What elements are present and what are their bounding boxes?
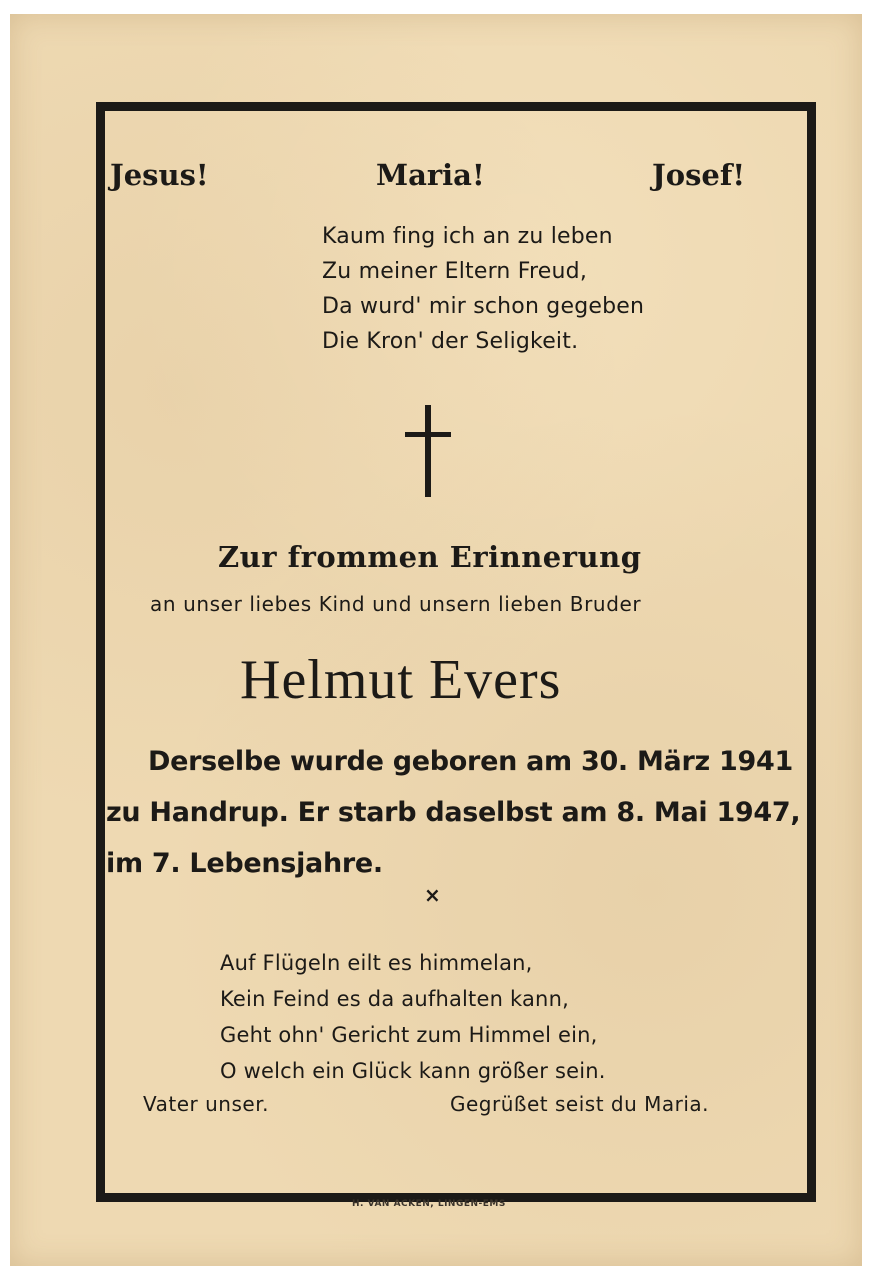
- deceased-name: Helmut Evers: [240, 649, 562, 711]
- cross-icon: [405, 405, 451, 497]
- prayer-hail-mary: Gegrüßet seist du Maria.: [450, 1092, 710, 1116]
- memorial-title: Zur frommen Erinnerung: [218, 540, 642, 574]
- verse-top-line: Da wurd' mir schon gegeben: [322, 294, 645, 319]
- verse-top-line: Kaum fing ich an zu leben: [322, 224, 613, 249]
- heading-jesus: Jesus!: [110, 158, 209, 192]
- biography: [106, 736, 800, 889]
- heading-maria: Maria!: [376, 158, 485, 192]
- verse-bottom: [220, 945, 606, 1089]
- separator-mark: ×: [424, 883, 441, 907]
- verse-top-line: Die Kron' der Seligkeit.: [322, 329, 579, 354]
- biography-line: zu Handrup. Er starb daselbst am 8. Mai 1947,: [106, 797, 801, 828]
- verse-bottom-line: O welch ein Glück kann größer sein.: [220, 1059, 606, 1083]
- cross-vertical-bar: [425, 405, 431, 497]
- prayer-our-father: Vater unser.: [143, 1092, 269, 1116]
- biography-line: im 7. Lebensjahre.: [106, 848, 383, 879]
- verse-bottom-line: Auf Flügeln eilt es himmelan,: [220, 951, 533, 975]
- verse-top: [322, 219, 644, 359]
- printer-imprint: H. VAN ACKEN, LINGEN-EMS: [352, 1199, 506, 1209]
- verse-top-line: Zu meiner Eltern Freud,: [322, 259, 588, 284]
- memorial-subtitle: an unser liebes Kind und unsern lieben Bruder: [150, 592, 642, 616]
- verse-bottom-line: Geht ohn' Gericht zum Himmel ein,: [220, 1023, 598, 1047]
- verse-bottom-line: Kein Feind es da aufhalten kann,: [220, 987, 569, 1011]
- heading-josef: Josef!: [652, 158, 746, 192]
- biography-line: Derselbe wurde geboren am 30. März 1941: [148, 746, 793, 777]
- cross-horizontal-bar: [405, 432, 451, 437]
